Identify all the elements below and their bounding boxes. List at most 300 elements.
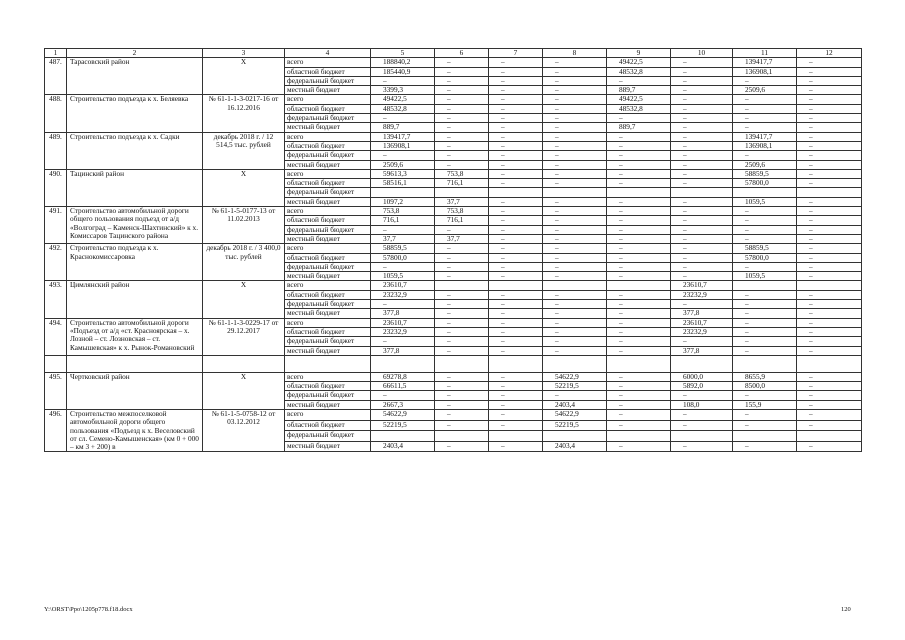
value-cell: 136908,1: [733, 67, 797, 76]
object-name: Строительство автомобильной дороги «Подъезд от а/д «ст. Красноярская – х. Лозной – ст. Лозновская – ст. Камышевская» к х. Рынок-Романовский: [67, 318, 203, 355]
budget-category: федеральный бюджет: [285, 114, 371, 123]
value-cell: –: [733, 151, 797, 160]
value-cell: 23610,7: [671, 318, 733, 327]
value-cell: –: [543, 132, 607, 141]
value-cell: 716,1: [371, 216, 435, 225]
value-cell: [543, 188, 607, 197]
value-cell: 23232,9: [371, 290, 435, 299]
value-cell: [371, 188, 435, 197]
value-cell: –: [733, 225, 797, 234]
value-cell: –: [797, 420, 862, 431]
budget-category: федеральный бюджет: [285, 391, 371, 400]
item-number: 488.: [45, 95, 67, 132]
value-cell: –: [797, 290, 862, 299]
value-cell: –: [671, 104, 733, 113]
value-cell: –: [671, 253, 733, 262]
value-cell: –: [733, 420, 797, 431]
header-cell: 3: [203, 49, 285, 58]
value-cell: –: [607, 253, 671, 262]
value-cell: –: [797, 244, 862, 253]
value-cell: –: [607, 179, 671, 188]
value-cell: –: [489, 141, 543, 150]
spacer-cell: [45, 355, 67, 372]
value-cell: –: [489, 114, 543, 123]
value-cell: –: [797, 169, 862, 178]
value-cell: –: [797, 160, 862, 169]
value-cell: –: [543, 160, 607, 169]
value-cell: –: [671, 114, 733, 123]
value-cell: –: [671, 391, 733, 400]
value-cell: –: [435, 114, 489, 123]
header-cell: 12: [797, 49, 862, 58]
table-row: [45, 95, 862, 104]
value-cell: –: [435, 225, 489, 234]
value-cell: –: [607, 327, 671, 336]
value-cell: 188840,2: [371, 58, 435, 67]
page-number: 120: [841, 606, 851, 613]
value-cell: 139417,7: [733, 58, 797, 67]
object-name: Строительство подъезда к х. Беляевка: [67, 95, 203, 132]
budget-category: областной бюджет: [285, 104, 371, 113]
header-cell: 7: [489, 49, 543, 58]
value-cell: 136908,1: [733, 141, 797, 150]
spacer-cell: [371, 355, 435, 372]
budget-category: областной бюджет: [285, 382, 371, 391]
budget-category: всего: [285, 58, 371, 67]
object-name: Строительство подъезда к х. Краснокомиссаровка: [67, 244, 203, 281]
header-cell: 10: [671, 49, 733, 58]
value-cell: –: [671, 197, 733, 206]
value-cell: –: [733, 441, 797, 452]
value-cell: –: [435, 123, 489, 132]
value-cell: –: [489, 179, 543, 188]
value-cell: –: [797, 76, 862, 85]
value-cell: –: [435, 400, 489, 409]
value-cell: –: [543, 207, 607, 216]
value-cell: –: [607, 262, 671, 271]
budget-category: местный бюджет: [285, 272, 371, 281]
value-cell: –: [671, 76, 733, 85]
value-cell: –: [543, 244, 607, 253]
value-cell: –: [435, 67, 489, 76]
value-cell: [435, 281, 489, 290]
value-cell: –: [797, 179, 862, 188]
value-cell: 52219,5: [371, 420, 435, 431]
value-cell: –: [489, 160, 543, 169]
budget-category: всего: [285, 207, 371, 216]
value-cell: –: [671, 123, 733, 132]
value-cell: –: [607, 272, 671, 281]
budget-category: всего: [285, 95, 371, 104]
value-cell: 377,8: [671, 309, 733, 318]
budget-category: федеральный бюджет: [285, 76, 371, 85]
value-cell: –: [671, 58, 733, 67]
value-cell: –: [371, 391, 435, 400]
value-cell: –: [671, 262, 733, 271]
value-cell: [733, 188, 797, 197]
spacer-cell: [607, 355, 671, 372]
value-cell: 139417,7: [371, 132, 435, 141]
value-cell: –: [371, 262, 435, 271]
value-cell: –: [371, 337, 435, 346]
value-cell: –: [607, 290, 671, 299]
value-cell: 108,0: [671, 400, 733, 409]
value-cell: 6000,0: [671, 372, 733, 381]
value-cell: –: [489, 441, 543, 452]
item-number: 489.: [45, 132, 67, 169]
budget-category: местный бюджет: [285, 346, 371, 355]
value-cell: –: [543, 234, 607, 243]
value-cell: 5892,0: [671, 382, 733, 391]
value-cell: –: [435, 382, 489, 391]
value-cell: 54622,9: [543, 372, 607, 381]
value-cell: –: [797, 337, 862, 346]
value-cell: –: [543, 179, 607, 188]
value-cell: 23232,9: [671, 290, 733, 299]
value-cell: 377,8: [371, 346, 435, 355]
value-cell: [607, 188, 671, 197]
value-cell: 2509,6: [371, 160, 435, 169]
value-cell: –: [543, 76, 607, 85]
value-cell: –: [733, 300, 797, 309]
value-cell: –: [543, 114, 607, 123]
value-cell: –: [489, 272, 543, 281]
value-cell: –: [797, 216, 862, 225]
value-cell: –: [543, 86, 607, 95]
value-cell: –: [607, 409, 671, 420]
budget-category: федеральный бюджет: [285, 225, 371, 234]
value-cell: 49422,5: [607, 58, 671, 67]
budget-category: местный бюджет: [285, 234, 371, 243]
value-cell: 155,9: [733, 400, 797, 409]
value-cell: –: [435, 372, 489, 381]
value-cell: 59613,3: [371, 169, 435, 178]
budget-category: областной бюджет: [285, 67, 371, 76]
value-cell: [797, 281, 862, 290]
value-cell: 54622,9: [543, 409, 607, 420]
value-cell: –: [607, 420, 671, 431]
value-cell: –: [543, 327, 607, 336]
value-cell: [543, 431, 607, 442]
value-cell: –: [489, 76, 543, 85]
value-cell: –: [733, 318, 797, 327]
value-cell: [543, 281, 607, 290]
value-cell: 54622,9: [371, 409, 435, 420]
value-cell: 23610,7: [671, 281, 733, 290]
value-cell: –: [797, 382, 862, 391]
value-cell: –: [435, 327, 489, 336]
value-cell: –: [607, 76, 671, 85]
value-cell: –: [489, 132, 543, 141]
value-cell: 58859,5: [733, 169, 797, 178]
value-cell: –: [607, 400, 671, 409]
object-name: Чертковский район: [67, 372, 203, 409]
value-cell: –: [435, 58, 489, 67]
value-cell: –: [489, 244, 543, 253]
budget-category: областной бюджет: [285, 290, 371, 299]
value-cell: –: [797, 327, 862, 336]
value-cell: –: [733, 76, 797, 85]
value-cell: –: [543, 123, 607, 132]
value-cell: –: [671, 409, 733, 420]
value-cell: –: [489, 197, 543, 206]
value-cell: 37,7: [371, 234, 435, 243]
value-cell: –: [671, 225, 733, 234]
value-cell: –: [607, 197, 671, 206]
value-cell: 753,8: [371, 207, 435, 216]
value-cell: 889,7: [607, 123, 671, 132]
value-cell: 377,8: [671, 346, 733, 355]
value-cell: 23610,7: [371, 281, 435, 290]
value-cell: [671, 431, 733, 442]
value-cell: –: [797, 95, 862, 104]
spacer-cell: [671, 355, 733, 372]
value-cell: –: [671, 67, 733, 76]
value-cell: –: [435, 104, 489, 113]
document-reference: декабрь 2018 г. / 12 514,5 тыс. рублей: [203, 132, 285, 169]
value-cell: –: [797, 309, 862, 318]
value-cell: –: [489, 309, 543, 318]
value-cell: –: [489, 420, 543, 431]
value-cell: –: [435, 441, 489, 452]
budget-category: федеральный бюджет: [285, 262, 371, 271]
value-cell: –: [543, 58, 607, 67]
value-cell: –: [435, 86, 489, 95]
item-number: 495.: [45, 372, 67, 409]
value-cell: –: [435, 132, 489, 141]
value-cell: [489, 281, 543, 290]
document-reference: № 61-1-1-3-0229-17 от 29.12.2017: [203, 318, 285, 355]
budget-category: местный бюджет: [285, 441, 371, 452]
value-cell: 716,1: [435, 216, 489, 225]
value-cell: –: [543, 290, 607, 299]
budget-category: всего: [285, 372, 371, 381]
value-cell: [607, 431, 671, 442]
table-row: [45, 207, 862, 216]
value-cell: –: [733, 95, 797, 104]
value-cell: –: [733, 234, 797, 243]
budget-category: всего: [285, 132, 371, 141]
value-cell: [671, 188, 733, 197]
header-cell: 2: [67, 49, 203, 58]
value-cell: –: [435, 318, 489, 327]
value-cell: –: [671, 272, 733, 281]
value-cell: 2667,3: [371, 400, 435, 409]
table-row: [45, 169, 862, 178]
item-number: 487.: [45, 58, 67, 95]
value-cell: 1059,5: [371, 272, 435, 281]
value-cell: 57800,0: [733, 179, 797, 188]
value-cell: –: [489, 318, 543, 327]
value-cell: –: [733, 114, 797, 123]
value-cell: 2509,6: [733, 86, 797, 95]
spacer-cell: [203, 355, 285, 372]
value-cell: 57800,0: [371, 253, 435, 262]
document-reference: № 61-1-5-0177-13 от 11.02.2013: [203, 207, 285, 244]
header-cell: 4: [285, 49, 371, 58]
header-cell: 9: [607, 49, 671, 58]
budget-category: федеральный бюджет: [285, 188, 371, 197]
value-cell: –: [543, 262, 607, 271]
value-cell: –: [797, 318, 862, 327]
value-cell: –: [489, 300, 543, 309]
table-row: [45, 244, 862, 253]
value-cell: –: [797, 391, 862, 400]
value-cell: –: [797, 253, 862, 262]
value-cell: 49422,5: [607, 95, 671, 104]
item-number: 492.: [45, 244, 67, 281]
budget-category: федеральный бюджет: [285, 431, 371, 442]
value-cell: –: [371, 225, 435, 234]
document-reference: Х: [203, 58, 285, 95]
budget-category: всего: [285, 318, 371, 327]
value-cell: [435, 188, 489, 197]
value-cell: 52219,5: [543, 420, 607, 431]
value-cell: –: [543, 309, 607, 318]
value-cell: –: [733, 262, 797, 271]
value-cell: –: [435, 290, 489, 299]
value-cell: –: [543, 67, 607, 76]
budget-category: местный бюджет: [285, 86, 371, 95]
table-row: [45, 281, 862, 290]
value-cell: [733, 281, 797, 290]
value-cell: –: [797, 141, 862, 150]
value-cell: –: [435, 391, 489, 400]
document-reference: Х: [203, 169, 285, 206]
table-row: [45, 58, 862, 67]
value-cell: –: [435, 95, 489, 104]
value-cell: –: [543, 346, 607, 355]
budget-category: федеральный бюджет: [285, 151, 371, 160]
value-cell: 2509,6: [733, 160, 797, 169]
value-cell: 66611,5: [371, 382, 435, 391]
value-cell: 57800,0: [733, 253, 797, 262]
item-number: 491.: [45, 207, 67, 244]
value-cell: –: [797, 114, 862, 123]
value-cell: –: [489, 391, 543, 400]
value-cell: –: [607, 160, 671, 169]
value-cell: [435, 431, 489, 442]
value-cell: –: [489, 400, 543, 409]
value-cell: –: [489, 216, 543, 225]
value-cell: 48532,8: [371, 104, 435, 113]
value-cell: –: [543, 337, 607, 346]
value-cell: 69278,8: [371, 372, 435, 381]
budget-category: областной бюджет: [285, 179, 371, 188]
value-cell: –: [607, 216, 671, 225]
value-cell: –: [797, 272, 862, 281]
value-cell: –: [607, 391, 671, 400]
value-cell: 753,8: [435, 169, 489, 178]
budget-category: местный бюджет: [285, 309, 371, 318]
value-cell: [371, 431, 435, 442]
value-cell: 58859,5: [733, 244, 797, 253]
value-cell: –: [489, 58, 543, 67]
value-cell: –: [671, 420, 733, 431]
spacer-cell: [489, 355, 543, 372]
value-cell: –: [607, 234, 671, 243]
value-cell: [489, 431, 543, 442]
value-cell: [489, 188, 543, 197]
budget-category: областной бюджет: [285, 216, 371, 225]
value-cell: –: [489, 372, 543, 381]
header-cell: 8: [543, 49, 607, 58]
value-cell: 136908,1: [371, 141, 435, 150]
value-cell: –: [797, 262, 862, 271]
budget-table: [44, 48, 862, 452]
value-cell: 48532,8: [607, 104, 671, 113]
value-cell: –: [435, 244, 489, 253]
budget-category: всего: [285, 169, 371, 178]
spacer-cell: [797, 355, 862, 372]
value-cell: –: [543, 272, 607, 281]
value-cell: –: [607, 382, 671, 391]
spacer-cell: [733, 355, 797, 372]
value-cell: 8655,9: [733, 372, 797, 381]
value-cell: –: [607, 114, 671, 123]
value-cell: –: [489, 225, 543, 234]
value-cell: –: [797, 372, 862, 381]
value-cell: 716,1: [435, 179, 489, 188]
value-cell: –: [671, 234, 733, 243]
budget-category: областной бюджет: [285, 327, 371, 336]
value-cell: –: [371, 300, 435, 309]
value-cell: –: [797, 234, 862, 243]
spacer-cell: [543, 355, 607, 372]
header-cell: 5: [371, 49, 435, 58]
value-cell: [797, 188, 862, 197]
spacer-cell: [285, 355, 371, 372]
value-cell: –: [671, 141, 733, 150]
value-cell: –: [733, 207, 797, 216]
value-cell: –: [543, 391, 607, 400]
value-cell: –: [671, 86, 733, 95]
value-cell: –: [489, 346, 543, 355]
value-cell: –: [671, 160, 733, 169]
value-cell: –: [371, 114, 435, 123]
value-cell: –: [435, 76, 489, 85]
value-cell: –: [607, 337, 671, 346]
item-number: 494.: [45, 318, 67, 355]
value-cell: –: [543, 300, 607, 309]
value-cell: –: [371, 76, 435, 85]
value-cell: 23232,9: [371, 327, 435, 336]
value-cell: –: [797, 197, 862, 206]
header-cell: 11: [733, 49, 797, 58]
value-cell: –: [733, 290, 797, 299]
value-cell: –: [543, 104, 607, 113]
value-cell: –: [435, 300, 489, 309]
value-cell: –: [607, 346, 671, 355]
value-cell: –: [489, 86, 543, 95]
value-cell: –: [435, 141, 489, 150]
object-name: Цимлянский район: [67, 281, 203, 318]
value-cell: 58516,1: [371, 179, 435, 188]
value-cell: –: [671, 441, 733, 452]
value-cell: –: [543, 225, 607, 234]
value-cell: –: [797, 207, 862, 216]
value-cell: 753,8: [435, 207, 489, 216]
value-cell: –: [671, 300, 733, 309]
value-cell: –: [435, 420, 489, 431]
value-cell: –: [797, 86, 862, 95]
value-cell: –: [607, 244, 671, 253]
value-cell: –: [607, 225, 671, 234]
value-cell: 1059,5: [733, 197, 797, 206]
value-cell: 58859,5: [371, 244, 435, 253]
item-number: 493.: [45, 281, 67, 318]
value-cell: –: [489, 253, 543, 262]
